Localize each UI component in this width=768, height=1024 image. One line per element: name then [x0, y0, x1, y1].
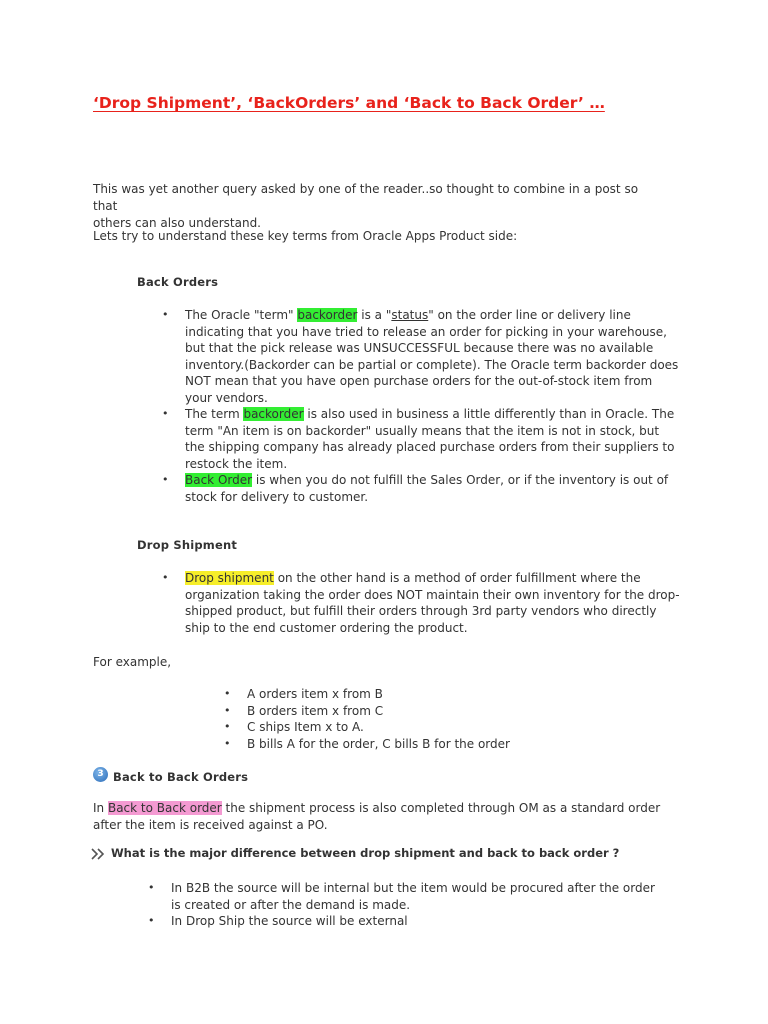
list-item: • Back Order is when you do not fulfill the Sales Order, or if the inventory is out of stock for delivery to customer. [185, 472, 680, 505]
intro-line-2: others can also understand. [93, 216, 261, 230]
back-orders-heading: Back Orders [137, 275, 219, 289]
intro-line-1: This was yet another query asked by one of the reader..so thought to combine in a post so that [93, 182, 639, 213]
drop-shipment-heading: Drop Shipment [137, 538, 238, 552]
back-to-back-heading: Back to Back Orders [113, 770, 249, 784]
answers-list [171, 880, 666, 930]
difference-question: What is the major difference between drop shipment and back to back order ? [111, 846, 620, 860]
highlight-drop-shipment: Drop shipment [185, 571, 274, 585]
list-item: • In B2B the source will be internal but the item would be procured after the order is created or after the demand is made. [171, 880, 666, 913]
double-chevron-right-icon [91, 848, 109, 860]
example-label: For example, [93, 655, 172, 669]
lead-paragraph: Lets try to understand these key terms from Oracle Apps Product side: [93, 229, 518, 243]
drop-shipment-list [185, 570, 680, 636]
highlight-backorder: backorder [243, 407, 304, 421]
highlight-back-order: Back Order [185, 473, 253, 487]
list-item: • C ships Item x to A. [247, 719, 667, 736]
list-item: • Drop shipment on the other hand is a method of order fulfillment where the organization taking the order does NOT maintain their own inventory for the drop-shipped product, but fulfill their orders through 3rd party vendors who directly ship to the end customer ordering the product. [185, 570, 680, 636]
list-item: • The term backorder is also used in business a little differently than in Oracle. The term "An item is on backorder" usually means that the item is not in stock, but the shipping company has already placed purchase orders from their suppliers to restock the item. [185, 406, 680, 472]
list-item: • A orders item x from B [247, 686, 667, 703]
list-item: • In Drop Ship the source will be external [171, 913, 666, 930]
intro-paragraph [93, 181, 653, 232]
list-item: • The Oracle "term" backorder is a "status" on the order line or delivery line indicating that you have tried to release an order for picking in your warehouse, but that the pick release was UNSUCCESSFUL because there was no available inventory.(Backorder can be partial or complete). The Oracle term backorder does NOT mean that you have open purchase orders for the out-of-stock item from your vendors. [185, 307, 680, 406]
list-item: • B bills A for the order, C bills B for the order [247, 736, 667, 753]
back-to-back-paragraph: In Back to Back order the shipment process is also completed through OM as a standard order after the item is received against a PO. [93, 801, 661, 832]
number-badge-icon: 3 [93, 767, 108, 782]
example-list [247, 686, 667, 752]
back-orders-list [185, 307, 680, 505]
highlight-backorder: backorder [297, 308, 358, 322]
status-underlined: status [391, 308, 429, 322]
list-item: • B orders item x from C [247, 703, 667, 720]
page-title: ‘Drop Shipment’, ‘BackOrders’ and ‘Back to Back Order’ … [93, 94, 605, 112]
highlight-back-to-back-order: Back to Back order [107, 801, 222, 815]
